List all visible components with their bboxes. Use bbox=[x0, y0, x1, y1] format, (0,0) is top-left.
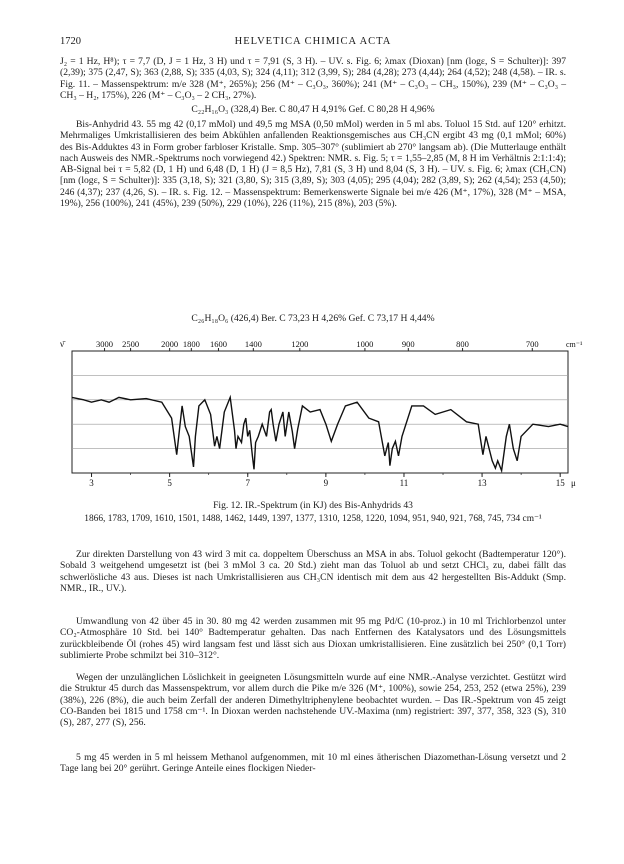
paragraph-bis-anhydrid: Bis-Anhydrid 43. 55 mg 42 (0,17 mMol) und 49,5 mg MSA (0,50 mMol) werden in 5 ml abs. Toluol 15 Std. auf 120° erhitzt. Mehrmaliges Umkristallisieren des beim Abkühlen anfallenden Reaktionsgemisches aus CH₃CN ergibt 43 mg (0,1 mMol; 60%) des Bis-Adduktes 43 in Form grober farbloser Kristalle. Smp. 305–307° (sublimiert ab 270° langsam ab). (Die Mutterlauge enthält nach Ausweis des NMR.-Spektrums noch vorwiegend 42.) Spektren: NMR. s. Fig. 5; τ = 1,55–2,85 (M, 8 H im Verhältnis 2:1:1:4); AB-Signal bei τ = 5,82 (D, 1 H) und 6,48 (D, 1 H) (J = 8,5 Hz), 7,81 (S, 3 H) und 8,04 (S, 3 H). – UV. s. Fig. 6; λmax (CH₃CN) [nm (logε, S = Schulter)]: 335 (3,18, S); 321 (3,80, S); 315 (3,89, S); 303 (4,05); 295 (4,04); 282 (3,89, S); 262 (4,54); 253 (4,50); 246 (4,37); 237 (4,26, S). – IR. s. Fig. 12. – Massenspektrum: Bemerkenswerte Signale bei m/e 426 (M⁺, 17%), 328 (M⁺ – MSA, 19%), 256 (100%), 241 (45%), 239 (50%), 229 (10%), 226 (11%), 215 (8%), 203 (5%). bbox=[60, 119, 566, 210]
top-tick-label: 700 bbox=[525, 339, 539, 349]
bottom-tick-label: 9 bbox=[323, 478, 329, 488]
bottom-tick-label: 11 bbox=[399, 478, 409, 488]
page-header bbox=[60, 36, 566, 50]
top-tick-label: 2000 bbox=[161, 339, 179, 349]
spectrum-curve bbox=[72, 397, 568, 470]
journal-title: HELVETICA CHIMICA ACTA bbox=[234, 36, 392, 47]
paragraph-spectral-data: J₂ = 1 Hz, H⁸); τ = 7,7 (D, J = 1 Hz, 3 H) und τ = 7,91 (S, 3 H). – UV. s. Fig. 6; λmax (Dioxan) [nm (logε, S = Schulter)]: 397 (2,39); 375 (2,47, S); 363 (2,88, S); 335 (4,03, S); 324 (4,11); 312 (3,99, S); 284 (4,28); 273 (4,44); 264 (4,52); 248 (4,58). – IR. s. Fig. 11. – Massenspektrum: m/e 328 (M⁺, 265%); 256 (M⁺ – C₃O₃, 360%); 241 (M⁺ – C₃O₃ – CH₃, 150%), 239 (M⁺ – C₃O₃ – CH₃ – H₂, 175%), 226 (M⁺ – C₃O₃ – 2 CH₃, 27%). bbox=[60, 56, 566, 101]
top-tick-label: 900 bbox=[401, 339, 415, 349]
ir-spectrum-chart bbox=[58, 339, 583, 489]
top-tick-label: 1200 bbox=[291, 339, 309, 349]
ir-peak-list: 1866, 1783, 1709, 1610, 1501, 1488, 1462, 1449, 1397, 1377, 1310, 1258, 1220, 1094, 951, 940, 921, 768, 745, 734 cm⁻¹ bbox=[84, 514, 542, 524]
bottom-tick-label: 13 bbox=[477, 478, 487, 488]
elemental-analysis-1: C₂₂H₁₆O₃ (328,4) Ber. C 80,47 H 4,91% Gef. C 80,28 H 4,96% bbox=[191, 104, 435, 115]
elemental-analysis-2: C₂₆H₁₈O₆ (426,4) Ber. C 73,23 H 4,26% Gef. C 73,17 H 4,44% bbox=[191, 313, 435, 324]
top-axis bbox=[60, 339, 583, 351]
paragraph-methanol: 5 mg 45 werden in 5 ml heissem Methanol aufgenommen, mit 10 ml eines ätherischen Diazomethan-Lösung versetzt und 2 Tage lang bei 20° gerührt. Geringe Anteile eines flockigen Nieder- bbox=[60, 752, 566, 775]
top-tick-label: 3000 bbox=[96, 339, 114, 349]
top-unit: cm⁻¹ bbox=[566, 340, 583, 349]
paragraph-direkte-darstellung: Zur direkten Darstellung von 43 wird 3 mit ca. doppeltem Überschuss an MSA in abs. Toluol gekocht (Badtemperatur 120°). Sobald 3 weitgehend umgesetzt ist (bei 3 mMol 3 ca. 20 Std.) zieht man das Toluol ab und setzt CHCl₃ zu, dabei fällt das schwerlösliche 43 aus. Dieses ist nach Umkristallisieren aus CH₃CN identisch mit dem aus 42 hergestellten Bis-Addukt (Smp. NMR., IR., UV.). bbox=[60, 549, 566, 594]
grid-lines bbox=[72, 375, 568, 448]
paragraph-struktur-45: Wegen der unzulänglichen Löslichkeit in geeigneten Lösungsmitteln wurde auf eine NMR.-Analyse verzichtet. Gestützt wird die Struktur 45 durch das Massenspektrum, vor allem durch die Pike m/e 326 (M⁺, 100%), sowie 254, 253, 252 (etwa 25%), 239 (38%), 226 (8%), die auch beim Zerfall der anderen Dimethyltriphenylene beobachtet wurden. – Das IR.-Spektrum von 45 zeigt CO-Banden bei 1815 und 1758 cm⁻¹. In Dioxan werden nachstehende UV.-Maxima (nm) registriert: 397, 377, 358, 323 (S), 310 (S), 287, 277 (S), 256. bbox=[60, 672, 566, 729]
paragraph-umwandlung: Umwandlung von 42 über 45 in 30. 80 mg 42 werden zusammen mit 95 mg Pd/C (10-proz.) in 10 ml Trichlorbenzol unter CO₂-Atmosphäre 10 Std. bei 140° Badtemperatur gehalten. Das nach Entfernen des Katalysators und des Lösungsmittels zurückbleibende Öl (rohes 45) wird langsam fest und lässt sich aus Dioxan umkristallisieren. Eine zusätzlich bei 250° (0,1 Torr) sublimierte Probe schmilzt bei 310–312°. bbox=[60, 616, 566, 661]
page-number: 1720 bbox=[60, 36, 81, 47]
top-tick-label: 1800 bbox=[182, 339, 200, 349]
top-tick-label: 2500 bbox=[122, 339, 140, 349]
bottom-tick-label: 5 bbox=[167, 478, 172, 488]
figure-caption: Fig. 12. IR.-Spektrum (in KJ) des Bis-Anhydrids 43 bbox=[213, 500, 413, 511]
top-tick-label: 800 bbox=[456, 339, 469, 349]
bottom-tick-label: 15 bbox=[555, 478, 565, 488]
bottom-unit: μ bbox=[571, 478, 576, 488]
top-tick-label: 1000 bbox=[356, 339, 374, 349]
bottom-axis bbox=[89, 473, 576, 488]
top-axis-symbol: ν̄ bbox=[60, 339, 65, 349]
bottom-tick-label: 7 bbox=[245, 478, 250, 488]
top-tick-label: 1600 bbox=[209, 339, 227, 349]
bottom-tick-label: 3 bbox=[89, 478, 94, 488]
plot-frame bbox=[72, 351, 568, 473]
top-tick-label: 1400 bbox=[244, 339, 262, 349]
